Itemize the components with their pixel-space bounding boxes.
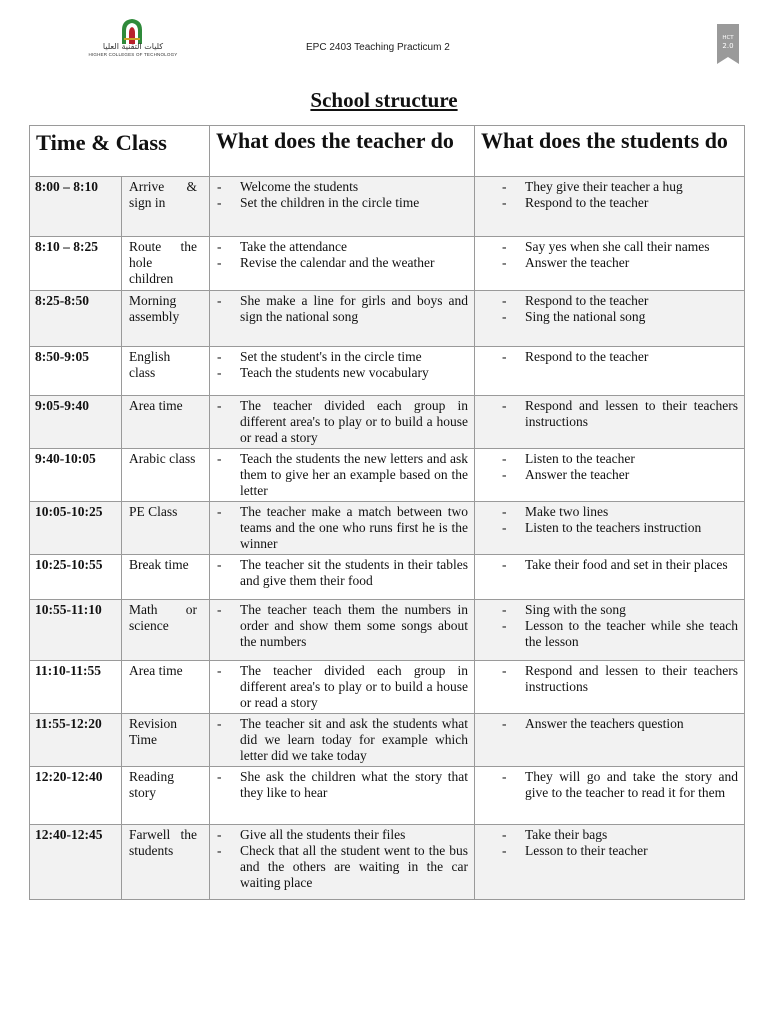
dash-bullet: - — [217, 716, 222, 731]
course-title: EPC 2403 Teaching Practicum 2 — [306, 42, 450, 53]
activity-text: Set the children in the circle time — [240, 195, 420, 210]
row-class: Revision Time — [122, 714, 210, 767]
activity-text: Teach the students the new letters and ask them to give her an example based on the letter — [240, 451, 468, 498]
activity-item — [500, 239, 738, 255]
activity-list — [215, 398, 468, 446]
activity-text: Respond and lessen to their teachers instructions — [525, 398, 738, 429]
row-time: 11:55-12:20 — [30, 714, 122, 767]
dash-bullet: - — [502, 179, 507, 194]
dash-bullet: - — [502, 255, 507, 270]
student-activities — [475, 396, 745, 449]
schedule-table — [29, 125, 745, 900]
activity-item — [500, 520, 738, 536]
activity-list — [215, 827, 468, 891]
badge-top-text: HCT — [722, 35, 734, 41]
dash-bullet: - — [502, 309, 507, 324]
teacher-activities — [210, 661, 475, 714]
dash-bullet: - — [217, 255, 222, 270]
row-time: 8:50-9:05 — [30, 347, 122, 396]
student-activities — [475, 661, 745, 714]
row-time: 8:25-8:50 — [30, 291, 122, 347]
row-class: Break time — [122, 555, 210, 600]
student-activities — [475, 347, 745, 396]
dash-bullet: - — [217, 398, 222, 413]
dash-bullet: - — [502, 843, 507, 858]
student-activities — [475, 177, 745, 237]
activity-list — [215, 293, 468, 325]
table-row — [30, 347, 745, 396]
activity-item — [500, 716, 738, 732]
activity-list — [500, 293, 738, 325]
dash-bullet: - — [502, 195, 507, 210]
activity-text: Give all the students their files — [240, 827, 406, 842]
activity-text: Respond to the teacher — [525, 349, 649, 364]
activity-text: Answer the teachers question — [525, 716, 684, 731]
activity-text: Set the student's in the circle time — [240, 349, 422, 364]
dash-bullet: - — [502, 520, 507, 535]
teacher-activities — [210, 291, 475, 347]
activity-list — [215, 663, 468, 711]
activity-text: The teacher sit the students in their tables and give them their food — [240, 557, 468, 588]
activity-list — [215, 179, 468, 211]
dash-bullet: - — [502, 827, 507, 842]
table-header-row — [30, 126, 745, 177]
teacher-activities — [210, 714, 475, 767]
table-row — [30, 600, 745, 661]
activity-list — [215, 557, 468, 589]
dash-bullet: - — [217, 504, 222, 519]
dash-bullet: - — [217, 557, 222, 572]
row-time: 9:40-10:05 — [30, 449, 122, 502]
teacher-activities — [210, 600, 475, 661]
dash-bullet: - — [217, 349, 222, 364]
student-activities — [475, 237, 745, 291]
college-emblem-icon — [120, 18, 144, 44]
activity-item — [215, 349, 468, 365]
activity-text: The teacher sit and ask the students what did we learn today for example which letter did we take today — [240, 716, 468, 763]
activity-text: Sing with the song — [525, 602, 626, 617]
activity-text: Make two lines — [525, 504, 609, 519]
activity-item — [215, 769, 468, 801]
activity-item — [500, 451, 738, 467]
teacher-activities — [210, 555, 475, 600]
row-class: Area time — [122, 661, 210, 714]
dash-bullet: - — [502, 504, 507, 519]
teacher-activities — [210, 347, 475, 396]
table-row — [30, 237, 745, 291]
dash-bullet: - — [502, 557, 507, 572]
activity-text: Respond and lessen to their teachers instructions — [525, 663, 738, 694]
row-class: Reading story — [122, 767, 210, 825]
activity-list — [500, 179, 738, 211]
activity-item — [215, 451, 468, 499]
student-activities — [475, 600, 745, 661]
activity-item — [500, 398, 738, 430]
activity-text: The teacher teach them the numbers in order and show them some songs about the numbers — [240, 602, 468, 649]
activity-list — [500, 239, 738, 271]
row-class: Route the hole children — [122, 237, 210, 291]
header-students: What does the students do — [475, 126, 745, 177]
teacher-activities — [210, 502, 475, 555]
activity-list — [500, 827, 738, 859]
dash-bullet: - — [217, 365, 222, 380]
activity-list — [215, 349, 468, 381]
activity-item — [500, 843, 738, 859]
activity-text: Check that all the student went to the bus and the others are waiting in the car waiting place — [240, 843, 468, 890]
row-time: 10:25-10:55 — [30, 555, 122, 600]
dash-bullet: - — [502, 618, 507, 633]
activity-text: Answer the teacher — [525, 255, 630, 270]
activity-text: Listen to the teacher — [525, 451, 635, 466]
dash-bullet: - — [217, 293, 222, 308]
activity-list — [215, 504, 468, 552]
table-row — [30, 661, 745, 714]
activity-text: The teacher make a match between two teams and the one who runs first he is the winner — [240, 504, 468, 551]
activity-text: Take their bags — [525, 827, 608, 842]
activity-item — [215, 504, 468, 552]
dash-bullet: - — [502, 451, 507, 466]
activity-text: Listen to the teachers instruction — [525, 520, 702, 535]
row-time: 10:05-10:25 — [30, 502, 122, 555]
dash-bullet: - — [502, 239, 507, 254]
logo-english-text: HIGHER COLLEGES OF TECHNOLOGY — [88, 52, 178, 57]
teacher-activities — [210, 767, 475, 825]
teacher-activities — [210, 449, 475, 502]
dash-bullet: - — [502, 349, 507, 364]
activity-text: They will go and take the story and give to the teacher to read it for them — [525, 769, 738, 800]
table-row — [30, 767, 745, 825]
dash-bullet: - — [217, 179, 222, 194]
dash-bullet: - — [502, 293, 507, 308]
row-time: 8:00 – 8:10 — [30, 177, 122, 237]
student-activities — [475, 767, 745, 825]
dash-bullet: - — [502, 602, 507, 617]
activity-list — [500, 398, 738, 430]
activity-text: Lesson to their teacher — [525, 843, 648, 858]
dash-bullet: - — [217, 195, 222, 210]
table-row — [30, 502, 745, 555]
table-row — [30, 177, 745, 237]
activity-item — [215, 293, 468, 325]
activity-item — [215, 716, 468, 764]
badge-bottom-text: 2.0 — [722, 42, 734, 50]
activity-item — [215, 365, 468, 381]
activity-list — [500, 769, 738, 801]
activity-item — [500, 293, 738, 309]
activity-item — [215, 239, 468, 255]
row-class: Arrive & sign in — [122, 177, 210, 237]
student-activities — [475, 291, 745, 347]
student-activities — [475, 714, 745, 767]
activity-text: Answer the teacher — [525, 467, 630, 482]
activity-item — [500, 557, 738, 573]
activity-text: Take the attendance — [240, 239, 347, 254]
activity-item — [215, 843, 468, 891]
teacher-activities — [210, 396, 475, 449]
dash-bullet: - — [502, 467, 507, 482]
table-row — [30, 291, 745, 347]
dash-bullet: - — [502, 769, 507, 784]
header-teacher: What does the teacher do — [210, 126, 475, 177]
table-row — [30, 825, 745, 900]
activity-text: She make a line for girls and boys and sign the national song — [240, 293, 468, 324]
student-activities — [475, 449, 745, 502]
activity-item — [500, 349, 738, 365]
activity-list — [500, 663, 738, 695]
activity-item — [215, 398, 468, 446]
activity-item — [500, 467, 738, 483]
activity-list — [500, 557, 738, 573]
activity-text: Welcome the students — [240, 179, 359, 194]
activity-list — [215, 602, 468, 650]
logo-arabic-text: كليات التقنية العليا — [102, 42, 164, 51]
activity-list — [500, 602, 738, 650]
dash-bullet: - — [502, 398, 507, 413]
activity-item — [215, 557, 468, 589]
activity-text: Say yes when she call their names — [525, 239, 710, 254]
activity-text: Respond to the teacher — [525, 293, 649, 308]
activity-list — [500, 349, 738, 365]
dash-bullet: - — [217, 602, 222, 617]
dash-bullet: - — [217, 239, 222, 254]
activity-list — [215, 769, 468, 801]
row-time: 12:40-12:45 — [30, 825, 122, 900]
row-class: PE Class — [122, 502, 210, 555]
activity-item — [500, 618, 738, 650]
row-class: English class — [122, 347, 210, 396]
row-class: Morning assembly — [122, 291, 210, 347]
teacher-activities — [210, 237, 475, 291]
activity-item — [215, 663, 468, 711]
dash-bullet: - — [502, 663, 507, 678]
dash-bullet: - — [217, 843, 222, 858]
header-time-class: Time & Class — [30, 126, 210, 177]
teacher-activities — [210, 177, 475, 237]
activity-item — [500, 179, 738, 195]
activity-item — [215, 179, 468, 195]
activity-item — [500, 309, 738, 325]
row-class: Farwell the students — [122, 825, 210, 900]
activity-item — [500, 195, 738, 211]
activity-list — [215, 451, 468, 499]
activity-text: The teacher divided each group in different area's to play or to build a house or read a story — [240, 663, 468, 710]
row-time: 10:55-11:10 — [30, 600, 122, 661]
activity-list — [215, 239, 468, 271]
row-time: 9:05-9:40 — [30, 396, 122, 449]
dash-bullet: - — [217, 827, 222, 842]
activity-item — [500, 827, 738, 843]
activity-list — [500, 716, 738, 732]
teacher-activities — [210, 825, 475, 900]
activity-text: Lesson to the teacher while she teach the lesson — [525, 618, 738, 649]
activity-item — [500, 602, 738, 618]
activity-item — [500, 663, 738, 695]
row-time: 8:10 – 8:25 — [30, 237, 122, 291]
activity-item — [215, 602, 468, 650]
hct-badge-icon — [717, 24, 739, 64]
activity-text: They give their teacher a hug — [525, 179, 683, 194]
student-activities — [475, 502, 745, 555]
activity-item — [500, 769, 738, 801]
student-activities — [475, 555, 745, 600]
row-class: Arabic class — [122, 449, 210, 502]
activity-text: Respond to the teacher — [525, 195, 649, 210]
table-row — [30, 555, 745, 600]
row-time: 11:10-11:55 — [30, 661, 122, 714]
activity-item — [500, 255, 738, 271]
activity-text: The teacher divided each group in different area's to play or to build a house or read a story — [240, 398, 468, 445]
activity-item — [215, 827, 468, 843]
page-title: School structure — [310, 88, 458, 112]
row-time: 12:20-12:40 — [30, 767, 122, 825]
table-row — [30, 714, 745, 767]
activity-text: Sing the national song — [525, 309, 646, 324]
activity-list — [500, 504, 738, 536]
student-activities — [475, 825, 745, 900]
dash-bullet: - — [217, 451, 222, 466]
activity-list — [500, 451, 738, 483]
row-class: Area time — [122, 396, 210, 449]
college-logo — [88, 18, 178, 60]
activity-item — [500, 504, 738, 520]
dash-bullet: - — [502, 716, 507, 731]
table-row — [30, 396, 745, 449]
activity-text: Teach the students new vocabulary — [240, 365, 429, 380]
dash-bullet: - — [217, 769, 222, 784]
table-row — [30, 449, 745, 502]
activity-item — [215, 195, 468, 211]
activity-list — [215, 716, 468, 764]
dash-bullet: - — [217, 663, 222, 678]
activity-text: She ask the children what the story that they like to hear — [240, 769, 468, 800]
activity-item — [215, 255, 468, 271]
activity-text: Revise the calendar and the weather — [240, 255, 435, 270]
activity-text: Take their food and set in their places — [525, 557, 728, 572]
row-class: Math or science — [122, 600, 210, 661]
